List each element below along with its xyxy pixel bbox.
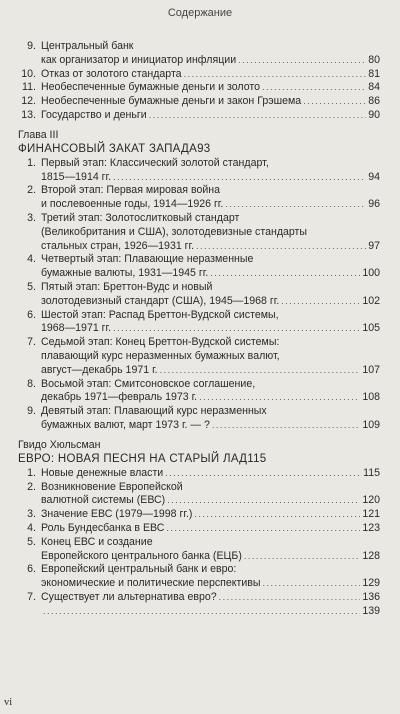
- entry-page: 96: [368, 198, 380, 211]
- entry-text: Седьмой этап: Конец Бреттон-Вудской системы:: [41, 336, 280, 349]
- leader-dots: [165, 467, 361, 481]
- entry-line: [41, 419, 380, 433]
- entry-number: 7.: [27, 336, 36, 349]
- toc-entry[interactable]: [18, 336, 380, 377]
- leader-dots: [113, 322, 360, 336]
- entry-page: 109: [362, 418, 380, 431]
- toc-entry[interactable]: [18, 508, 380, 522]
- entry-number: 6.: [27, 308, 36, 321]
- leader-dots: [113, 171, 366, 185]
- entry-page: 86: [368, 95, 380, 108]
- entry-page: 102: [362, 294, 380, 307]
- entry-line: [41, 350, 380, 364]
- entry-text: 1968—1971 гг.: [41, 322, 112, 335]
- entry-line: [41, 405, 380, 419]
- entry-line: [41, 309, 380, 323]
- entry-number: 8.: [27, 377, 36, 390]
- entry-text: бумажные валюты, 1931—1945 гг.: [41, 267, 209, 280]
- entry-text: Девятый этап: Плавающий курс неразменных: [41, 405, 267, 418]
- toc-entry[interactable]: [18, 405, 380, 433]
- toc-entry[interactable]: [18, 481, 380, 509]
- entry-line: [41, 336, 380, 350]
- toc-entry[interactable]: [18, 157, 380, 185]
- running-header: Содержание: [167, 7, 233, 19]
- entry-text: Необеспеченные бумажные деньги и золото: [41, 81, 260, 94]
- entry-body: [18, 378, 380, 406]
- leader-dots: [262, 81, 366, 95]
- entry-text: Второй этап: Первая мировая война: [41, 184, 221, 197]
- entry-body: [18, 591, 380, 619]
- part-title-line[interactable]: [18, 452, 380, 467]
- entry-text: Значение ЕВС (1979—1998 гг.): [41, 508, 193, 521]
- leader-dots: [167, 494, 360, 508]
- entry-text: и послевоенные годы, 1914—1926 гг.: [41, 198, 224, 211]
- entry-line: [41, 295, 380, 309]
- entry-text: Конец ЕВС и создание: [41, 535, 153, 548]
- entry-line: [41, 322, 380, 336]
- leader-dots: [160, 364, 361, 378]
- entry-body: [18, 309, 380, 337]
- chapter-page: 93: [197, 142, 211, 155]
- leader-dots: [194, 508, 360, 522]
- entry-line: [41, 508, 380, 522]
- entry-body: [18, 95, 380, 109]
- entry-line: [41, 171, 380, 185]
- entry-line: [41, 267, 380, 281]
- entry-page: 121: [362, 508, 380, 521]
- part-page: 115: [247, 452, 267, 465]
- entry-number: 6.: [27, 563, 36, 576]
- entry-page: 136: [362, 590, 380, 603]
- entry-body: [18, 109, 380, 123]
- entry-line: [41, 81, 380, 95]
- entry-text: Отказ от золотого стандарта: [41, 67, 182, 80]
- leader-dots: [166, 522, 360, 536]
- entry-number: 5.: [27, 280, 36, 293]
- entry-page: 115: [363, 466, 380, 479]
- entry-body: [18, 212, 380, 253]
- entry-text: Существует ли альтернатива евро?: [41, 590, 217, 603]
- entry-number: 13.: [21, 108, 36, 121]
- toc-entry[interactable]: [18, 109, 380, 123]
- leader-dots: [149, 109, 366, 123]
- entry-line: [41, 68, 380, 82]
- entry-page: 105: [362, 322, 380, 335]
- entry-number: 1.: [27, 156, 36, 169]
- entry-number: 12.: [21, 95, 36, 108]
- entry-text: Новые денежные власти: [41, 466, 164, 479]
- section-continued: [18, 40, 380, 123]
- toc-entry[interactable]: [18, 309, 380, 337]
- entry-line: [41, 605, 380, 619]
- chapter-title: ФИНАНСОВЫЙ ЗАКАТ ЗАПАДА: [18, 142, 198, 155]
- entry-text: плавающий курс неразменных бумажных валют,: [41, 349, 280, 362]
- entry-line: [41, 467, 380, 481]
- entry-body: [18, 405, 380, 433]
- entry-text: экономические и политические перспективы: [41, 577, 261, 590]
- toc-entry[interactable]: [18, 522, 380, 536]
- toc-entry[interactable]: [18, 184, 380, 212]
- entry-line: [41, 184, 380, 198]
- leader-dots: [244, 550, 360, 564]
- final-page: 139: [362, 604, 380, 617]
- entry-text: Необеспеченные бумажные деньги и закон Грэшема: [41, 95, 302, 108]
- entry-body: [18, 563, 380, 591]
- chapter-label: Глава III: [18, 128, 59, 141]
- entry-number: 9.: [27, 40, 36, 52]
- entry-line: [41, 212, 380, 226]
- entry-line: [41, 281, 380, 295]
- entry-text: бумажных валют, март 1973 г. — ?: [41, 418, 210, 431]
- entry-page: 129: [362, 577, 380, 590]
- entry-number: 11.: [22, 81, 36, 94]
- entry-page: 107: [362, 363, 380, 376]
- entry-text: Европейский центральный банк и евро:: [41, 563, 237, 576]
- entry-number: 4.: [27, 253, 36, 266]
- entry-body: [18, 522, 380, 536]
- toc-entry[interactable]: [18, 212, 380, 253]
- entry-body: [18, 68, 380, 82]
- entry-line: [41, 378, 380, 392]
- leader-dots: [43, 605, 360, 619]
- entry-text: Государство и деньги: [41, 108, 147, 121]
- entry-text: 1815—1914 гг.: [41, 170, 112, 183]
- entry-page: 97: [368, 239, 380, 252]
- entry-text: Восьмой этап: Смитсоновское соглашение,: [41, 377, 256, 390]
- toc-entry[interactable]: [18, 467, 380, 481]
- entry-body: [18, 81, 380, 95]
- leader-dots: [219, 591, 361, 605]
- entry-text: Пятый этап: Бреттон-Вудс и новый: [41, 280, 213, 293]
- entry-text: Роль Бундесбанка в ЕВС: [41, 521, 165, 534]
- entry-number: 2.: [27, 184, 36, 197]
- entry-text: валютной системы (ЕВС): [41, 494, 166, 507]
- entry-text: золотодевизный стандарт (США), 1945—1968 гг.: [41, 294, 280, 307]
- leader-dots: [212, 419, 360, 433]
- toc-entry[interactable]: [18, 281, 380, 309]
- leader-dots: [210, 267, 360, 281]
- entry-line: [41, 481, 380, 495]
- entry-text: Четвертый этап: Плавающие неразменные: [41, 253, 254, 266]
- table-of-contents: [18, 40, 380, 618]
- entry-page: 90: [368, 108, 380, 121]
- leader-dots: [199, 391, 360, 405]
- toc-entry[interactable]: [18, 253, 380, 281]
- entry-line: [41, 54, 380, 68]
- entry-body: [18, 336, 380, 377]
- part-entries: [18, 467, 380, 619]
- entry-line: [41, 577, 380, 591]
- entry-text: стальных стран, 1926—1931 гг.: [41, 239, 195, 252]
- leader-dots: [263, 577, 361, 591]
- entry-body: [18, 253, 380, 281]
- entry-text: Третий этап: Золотослитковый стандарт: [41, 211, 240, 224]
- entry-line: [41, 198, 380, 212]
- entry-line: [41, 157, 380, 171]
- entry-line: [41, 391, 380, 405]
- entry-number: 10.: [21, 67, 36, 80]
- leader-dots: [225, 198, 366, 212]
- entry-line: [41, 550, 380, 564]
- entry-body: [18, 157, 380, 185]
- entry-number: 3.: [27, 508, 36, 521]
- toc-entry[interactable]: [18, 378, 380, 406]
- leader-dots: [303, 95, 366, 109]
- entry-page: 100: [362, 267, 380, 280]
- entry-text: (Великобритания и США), золотодевизные стандарты: [41, 225, 308, 238]
- toc-entry[interactable]: [18, 536, 380, 564]
- entry-page: 80: [368, 53, 380, 66]
- toc-entry[interactable]: [18, 68, 380, 82]
- entry-line: [41, 591, 380, 605]
- entry-line: [41, 240, 380, 254]
- entry-line: [41, 109, 380, 123]
- toc-entry[interactable]: [18, 591, 380, 619]
- entry-line: [41, 563, 380, 577]
- entry-text: Шестой этап: Распад Бреттон-Вудской системы,: [41, 308, 279, 321]
- toc-entry[interactable]: [18, 81, 380, 95]
- entry-text: Европейского центрального банка (ЕЦБ): [41, 549, 242, 562]
- entry-body: [18, 536, 380, 564]
- entry-body: [18, 184, 380, 212]
- entry-text: декабрь 1971—февраль 1973 г.: [41, 391, 198, 404]
- entry-number: 2.: [27, 480, 36, 493]
- entry-number: 9.: [27, 405, 36, 418]
- entry-page: 81: [368, 67, 380, 80]
- leader-dots: [238, 54, 366, 68]
- entry-line: [41, 253, 380, 267]
- part-author: Гвидо Хюльсман: [18, 438, 101, 451]
- entry-line: [41, 40, 380, 54]
- entry-line: [41, 494, 380, 508]
- chapter-entries: [18, 157, 380, 433]
- entry-line: [41, 95, 380, 109]
- entry-text: Первый этап: Классический золотой стандарт,: [41, 156, 269, 169]
- toc-entry[interactable]: [18, 40, 380, 68]
- entry-page: 123: [362, 521, 380, 534]
- toc-entry[interactable]: [18, 563, 380, 591]
- leader-dots: [184, 68, 367, 82]
- entry-number: 5.: [27, 535, 36, 548]
- entry-line: [41, 364, 380, 378]
- entry-body: [18, 281, 380, 309]
- part-title: ЕВРО: НОВАЯ ПЕСНЯ НА СТАРЫЙ ЛАД: [18, 452, 248, 465]
- entry-text: как организатор и инициатор инфляции: [41, 53, 237, 66]
- entry-number: 3.: [27, 211, 36, 224]
- entry-page: 128: [362, 549, 380, 562]
- leader-dots: [281, 295, 360, 309]
- entry-body: [18, 508, 380, 522]
- entry-text: август—декабрь 1971 г.: [41, 363, 158, 376]
- entry-page: 94: [368, 170, 380, 183]
- chapter-title-line[interactable]: [18, 142, 380, 157]
- entry-page: 84: [368, 81, 380, 94]
- entry-line: [41, 536, 380, 550]
- leader-dots: [196, 240, 366, 254]
- entry-line: [41, 522, 380, 536]
- entry-page: 108: [362, 391, 380, 404]
- entry-body: [18, 467, 380, 481]
- entry-line: [41, 226, 380, 240]
- entry-number: 7.: [27, 590, 36, 603]
- entry-body: [18, 40, 380, 68]
- toc-entry[interactable]: [18, 95, 380, 109]
- entry-text: Возникновение Европейской: [41, 480, 183, 493]
- entry-number: 1.: [27, 466, 36, 479]
- entry-body: [18, 481, 380, 509]
- page-number: vi: [4, 697, 13, 708]
- entry-number: 4.: [27, 521, 36, 534]
- entry-page: 120: [362, 494, 380, 507]
- entry-text: Центральный банк: [41, 40, 134, 52]
